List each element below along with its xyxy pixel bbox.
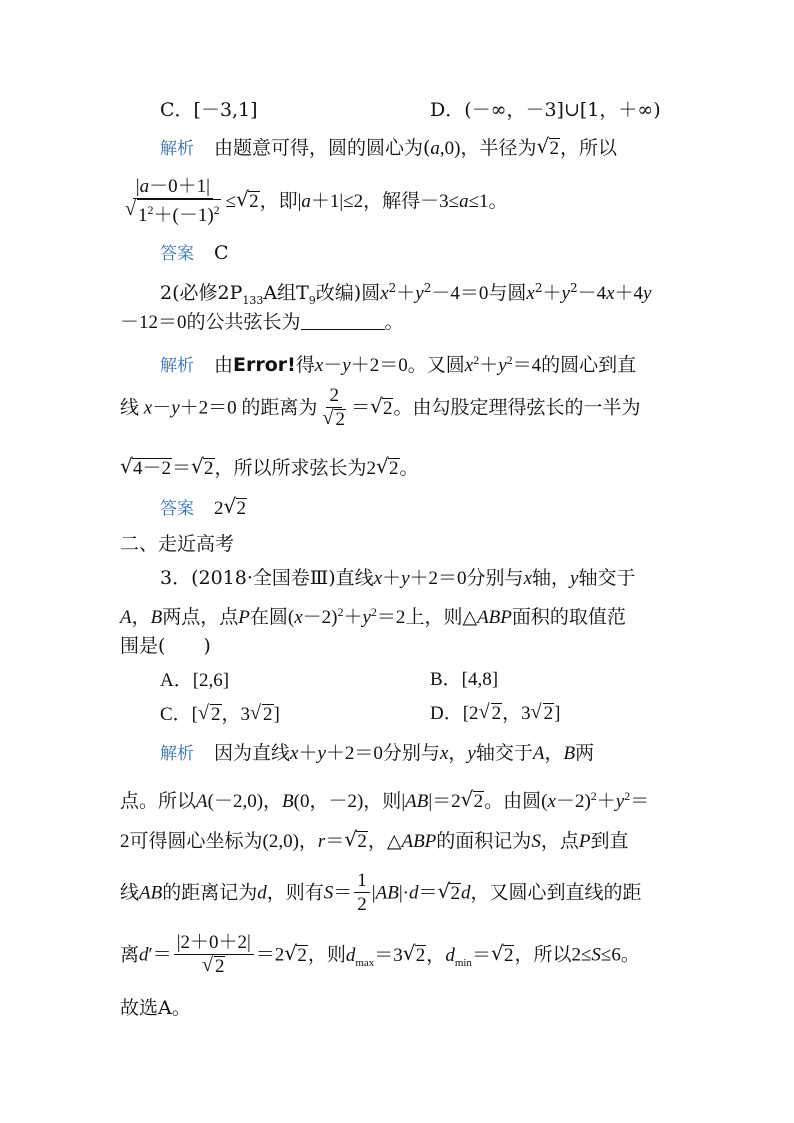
analysis-line: 2可得圆心坐标为(2,0)，r＝√ 2，△ABP的面积记为S，点P到直 xyxy=(120,828,680,855)
answer-line: 答案 2√ 2 xyxy=(160,495,720,522)
analysis-line: 点。所以A(－2,0)，B(0，－2)，则|AB|＝2√ 2。由圆$(x-2)^2+y^2=$ xyxy=(120,783,680,815)
question-3: 3．(2018·全国卷Ⅲ)直线x＋y＋2＝0分别与x轴，y轴交于 xyxy=(160,567,636,589)
answer-line xyxy=(160,240,720,267)
option-c: C．[√ 2，3√ 2] xyxy=(160,704,280,725)
option-d: D．[2√ 2，3√ 2] xyxy=(430,701,560,727)
question-2: 2(必修$2P_{133}A$组$T_9$改编)圆$x^2+y^2-4=0$与圆$x^2+y^2-4x+4y$ xyxy=(160,281,652,307)
option-a: A．[2,6] xyxy=(160,670,230,691)
option-b: B．[4,8] xyxy=(430,669,499,690)
analysis-line: 故选A。 xyxy=(120,997,191,1019)
section-heading: 二、走近高考 xyxy=(120,533,235,555)
analysis-line: 离d′＝ |2＋0＋2| √ 2 ＝2√ 2，则$d_{max}=3√$ 2，$d_{min}=√$ 2，所以2≤S≤6。 xyxy=(120,932,680,984)
question-2-cont: －12＝0的公共弦长为 。 xyxy=(120,311,404,333)
answer-value: C xyxy=(214,242,229,264)
analysis-label: 解析 xyxy=(160,139,194,159)
fraction: |a－0＋1| √ $1^2+(-1)^2$ xyxy=(122,176,224,228)
analysis-line: 解析 由Error!得x－y＋2＝0。又圆$x^2+y^2=4$的圆心到直 xyxy=(160,353,637,376)
answer-label: 答案 xyxy=(160,244,194,264)
analysis-line: 线AB的距离记为d，则有S＝ $\frac{1}{2}$ |AB|·d＝√ 2d，又圆心到直线的距 xyxy=(120,870,680,922)
analysis-line: √ 4－2＝√ 2，所以所求弦长为2√ 2。 xyxy=(120,455,680,482)
option-c: C．[－3,1] xyxy=(160,99,258,121)
option-row xyxy=(160,701,720,728)
option-row xyxy=(160,667,720,694)
question-3-cont: 围是( ) xyxy=(120,635,211,657)
option-d: D．(－∞，－3]∪[1，＋∞) xyxy=(430,99,661,121)
analysis-line: |a－0＋1| √ $1^2+(-1)^2$ ≤√ 2，即|a＋1|≤2，解得－3≤a≤1。 xyxy=(120,176,680,226)
analysis-line: 线 x－y＋2＝0 的距离为 2 √ 2 ＝√ 2。由勾股定理得弦长的一半为 xyxy=(120,385,680,435)
option-row xyxy=(160,97,720,123)
analysis-line: 解析 因为直线x＋y＋2＝0分别与x，y轴交于A，B两 xyxy=(160,742,595,764)
analysis-line: 解析 由题意可得，圆的圆心为(a,0)，半径为√ 2，所以 xyxy=(160,135,720,162)
question-3-cont: A，B两点，点P在圆$(x-2)^2+y^2=2$上，则△ABP面积的取值范 xyxy=(120,605,626,628)
answer-blank xyxy=(301,311,385,330)
